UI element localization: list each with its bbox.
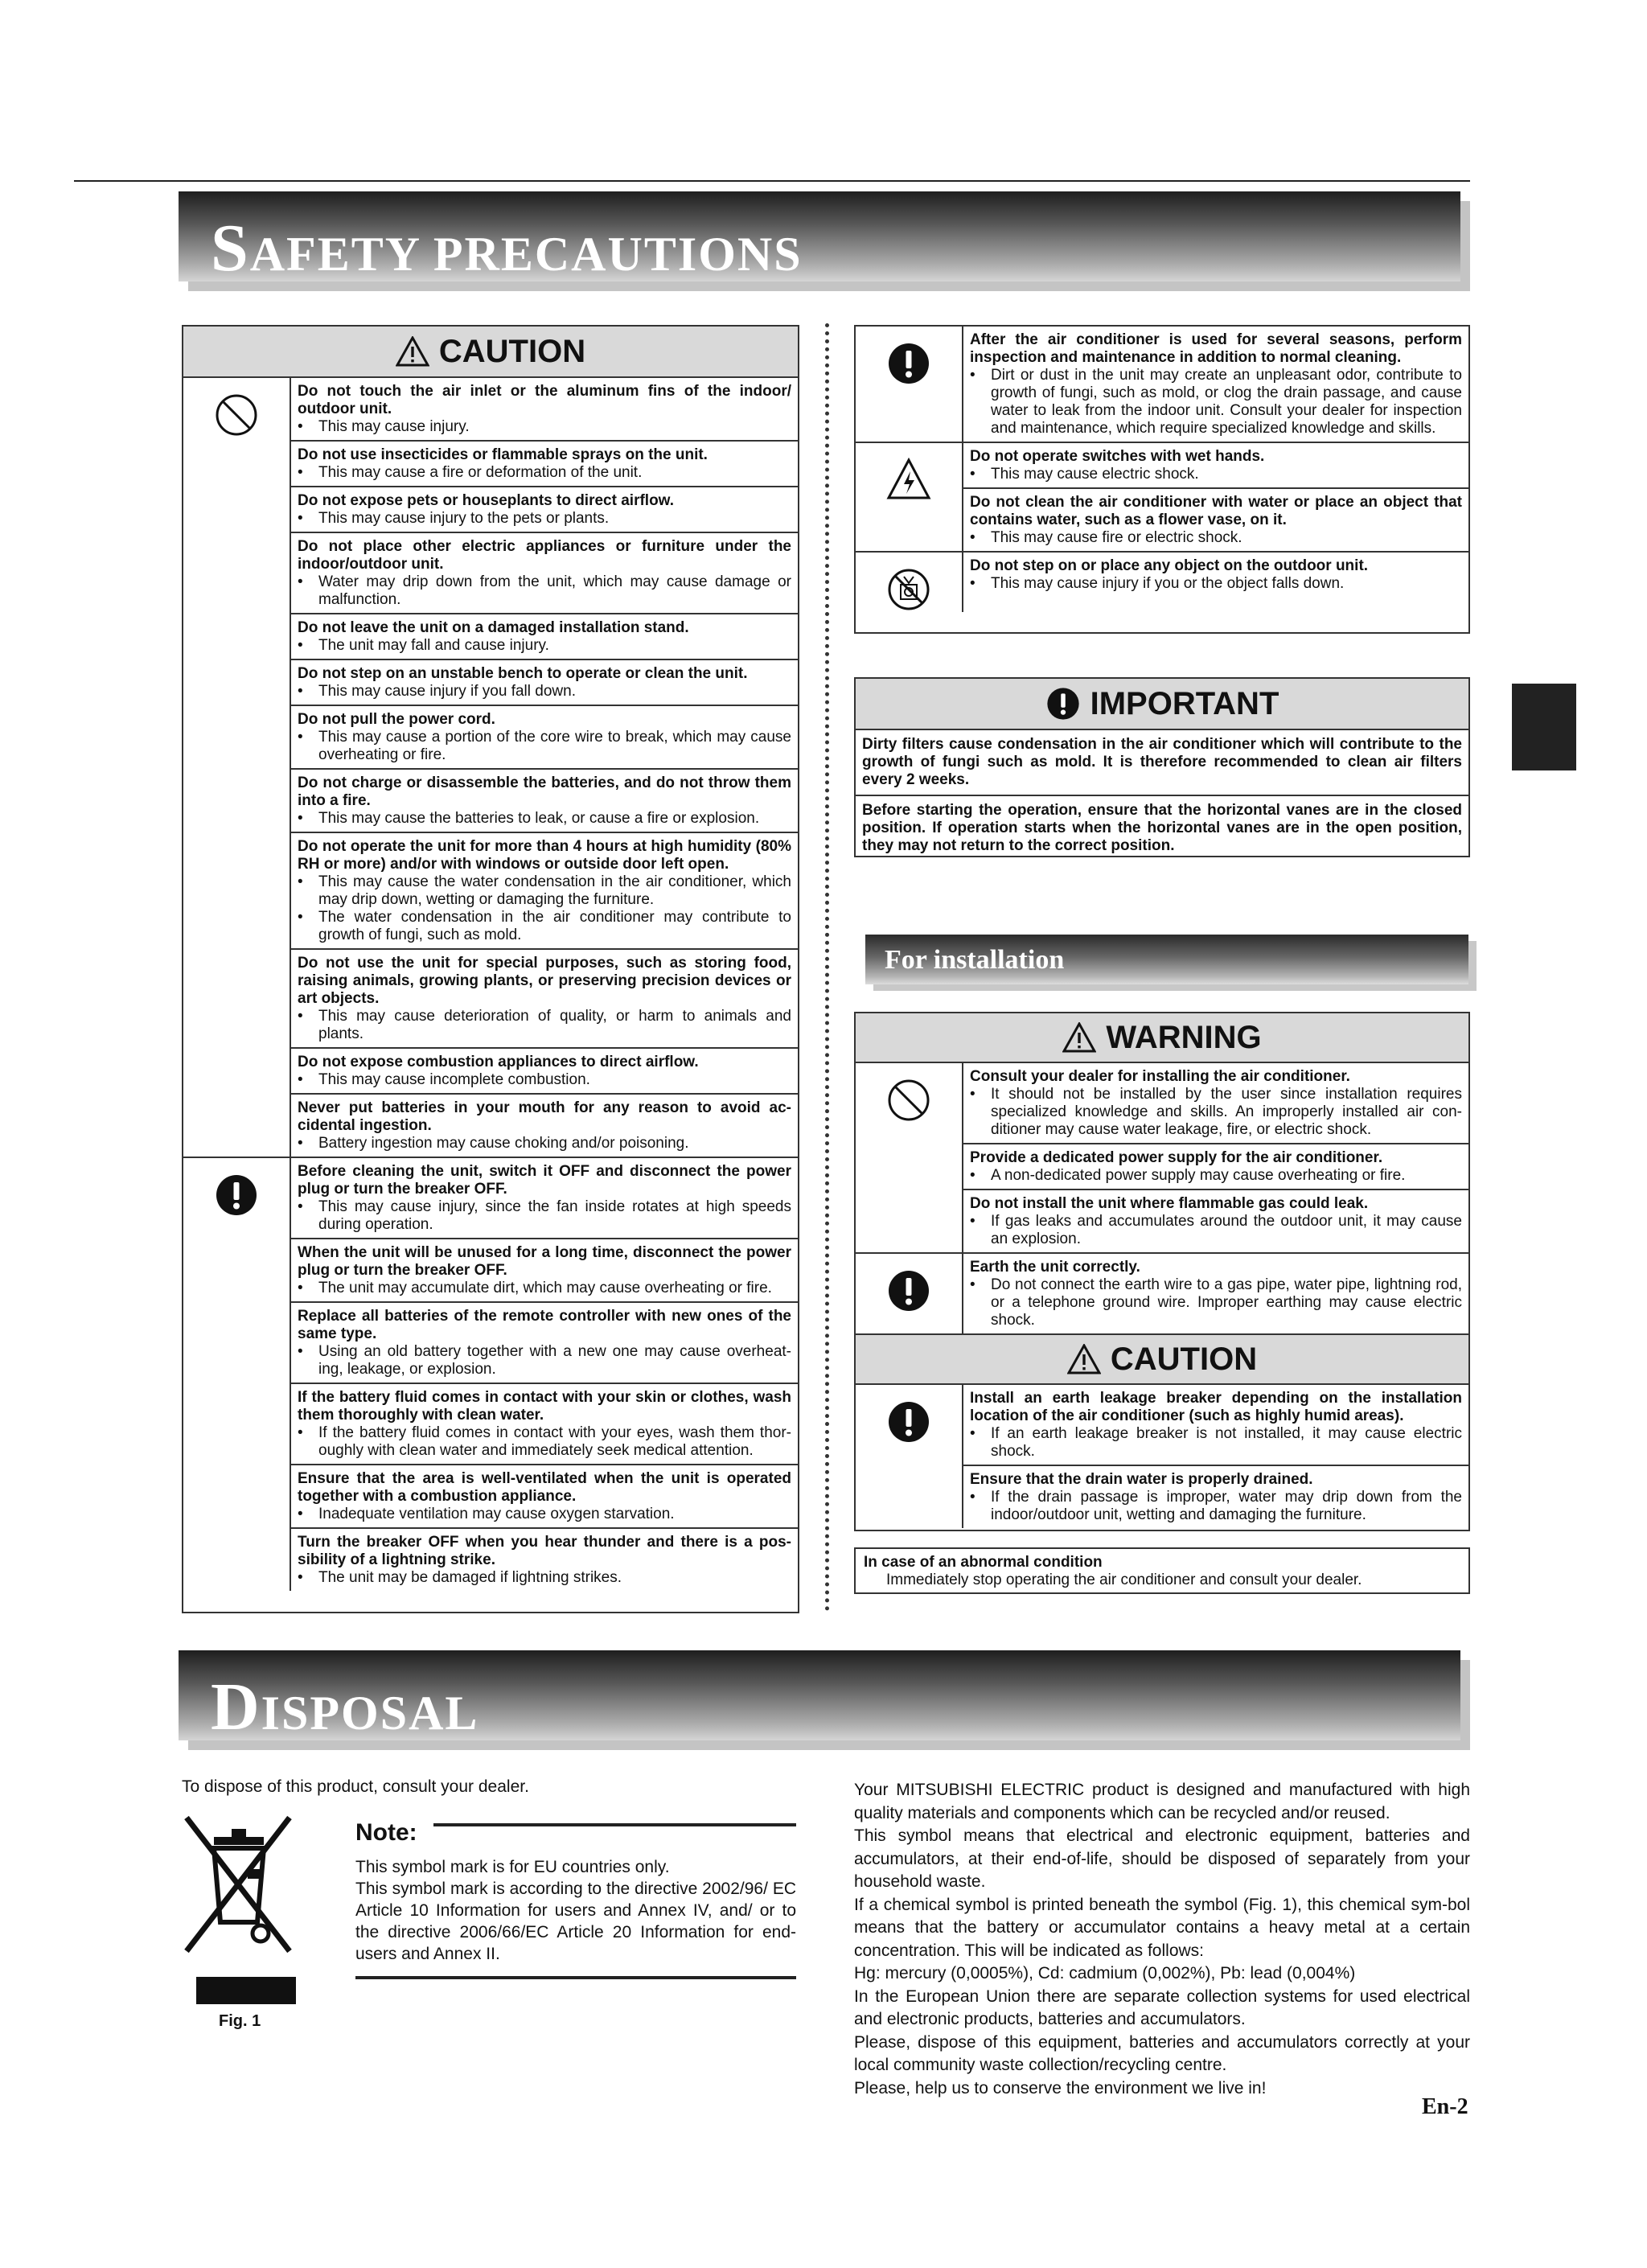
disposal-paragraph: Your MITSUBISHI ELECTRIC product is designed and manufactured with high quality materials and components which can be recycled and/or reused. [854,1781,1470,1822]
precaution-heading: When the unit will be unused for a long time, disconnect the power plug or turn the breaker OFF. [298,1244,791,1279]
prohibited-icon [214,392,259,438]
precaution-heading: Do not use the unit for special purposes, such as storing food, raising animals, growing plants, or preserving precision devices or art objects. [298,955,791,1007]
precaution-bullet: • If the drain passage is improper, water may drip down from the indoor/outdoor unit, wetting and damaging the furniture. [970,1489,1462,1524]
no-step-icon [886,567,931,612]
disposal-paragraph: Please, help us to conserve the environment we live in! [854,2078,1267,2097]
precaution-item [291,533,798,614]
precaution-heading: Do not expose combustion appliances to direct airflow. [298,1054,699,1070]
precaution-bullet: • This may cause injury to the pets or plants. [298,510,791,528]
precaution-item [291,442,798,487]
precaution-heading: Do not charge or disassemble the batteries, and do not throw them into a fire. [298,774,791,809]
precaution-bullet: • This may cause a portion of the core wire to break, which may cause overheating or fire. [298,729,791,764]
precaution-bullet: • The unit may fall and cause injury. [298,637,791,655]
precaution-heading: Do not expose pets or houseplants to direct airflow. [298,492,675,509]
precaution-bullet: • This may cause injury if you fall down. [298,683,791,701]
column-divider [825,323,829,1612]
caution2-header: CAUTION [856,1335,1468,1385]
precaution-heading: Do not step on an unstable bench to operate or clean the unit. [298,665,748,682]
section-title-disposal: DISPOSAL [211,1670,479,1744]
disposal-paragraph: Hg: mercury (0,0005%), Cd: cadmium (0,002%), Pb: lead (0,004%) [854,1964,1356,1982]
precaution-heading: Replace all batteries of the remote controller with new ones of the same type. [298,1308,791,1342]
caution-prohibited-group [183,378,798,1158]
disposal-banner [179,1642,1470,1755]
disposal-paragraph: This symbol means that electrical and electronic equipment, batteries and accumulators, at their end-of-life, should be disposed of separately from your household waste. [854,1826,1470,1891]
precaution-item [291,1158,798,1239]
note-line: This symbol mark is according to the directive 2002/96/ EC Article 10 Information for users and Annex IV, and/ or to the directive 2006/66/EC Article 20 Information for end-users and Annex II. [355,1880,796,1963]
precaution-heading: Do not operate the unit for more than 4 hours at high humidity (80% RH or more) and/or with windows or outside door left open. [298,838,791,873]
precaution-bullet: • This may cause incomplete combustion. [298,1071,791,1089]
precaution-item [963,1385,1468,1466]
inspection-group [856,327,1468,443]
precaution-heading: Do not touch the air inlet or the aluminum fins of the indoor/ outdoor unit. [298,383,791,417]
precaution-item [291,1239,798,1303]
precaution-item [291,1095,798,1157]
precaution-item [963,1063,1468,1144]
caution-box [182,325,799,1613]
precaution-bullet: • Water may drip down from the unit, which may cause damage or malfunction. [298,573,791,609]
precaution-item [963,489,1468,551]
precaution-heading: Do not clean the air conditioner with water or place an object that contains water, such as a flower vase, on it. [970,494,1462,528]
precaution-item [963,1466,1468,1528]
precaution-bullet: • This may cause injury. [298,418,791,436]
mandatory-action-icon [214,1173,259,1218]
precaution-heading: Do not use insecticides or flammable sprays on the unit. [298,446,708,463]
section-title-safety: SAFETY PRECAUTIONS [211,211,803,286]
important-icon [1045,686,1081,721]
mandatory-action-icon [886,1399,931,1444]
precaution-item [291,770,798,833]
precaution-item [291,487,798,533]
safety-banner [179,183,1470,296]
precaution-bullet: • This may cause electric shock. [970,466,1462,483]
precaution-bullet: • Using an old battery together with a new one may cause overheat-ing, leakage, or explosion. [298,1343,791,1378]
precaution-bullet: • This may cause the batteries to leak, or cause a fire or explosion. [298,810,791,828]
precaution-heading: Consult your dealer for installing the air conditioner. [970,1068,1350,1085]
warning-box [854,1012,1470,1531]
precaution-bullet: • This may cause injury, since the fan inside rotates at high speeds during operation. [298,1198,791,1234]
disposal-paragraph: If a chemical symbol is printed beneath the symbol (Fig. 1), this chemical sym-bol means that the battery or accumulator contains a heavy metal at a certain concentration. This will be indicated as follows: [854,1895,1470,1960]
precaution-bullet: • If an earth leakage breaker is not installed, it may cause electric shock. [970,1425,1462,1461]
precaution-bullet: • Battery ingestion may cause choking and/or poisoning. [298,1135,791,1152]
installation-subheader: For installation [865,935,1478,991]
precaution-item [291,1465,798,1529]
precaution-heading: Do not install the unit where flammable gas could leak. [970,1195,1369,1212]
page-number: En-2 [1422,2094,1468,2119]
caution-continued-box [854,325,1470,634]
crossed-bin-icon [182,1813,294,1959]
warning-prohibited-group [856,1063,1468,1254]
precaution-bullet: • The unit may accumulate dirt, which may cause overheating or fire. [298,1280,791,1297]
precaution-bullet: • This may cause the water condensation in the air conditioner, which may drip down, wetting or damaging the furniture. [298,873,791,909]
precaution-heading: Never put batteries in your mouth for any reason to avoid ac-cidental ingestion. [298,1099,791,1134]
precaution-heading: After the air conditioner is used for several seasons, perform inspection and maintenance in addition to normal cleaning. [970,331,1462,366]
precaution-item [291,1303,798,1384]
chemical-symbol-bar [196,1977,296,2004]
precaution-item [963,1190,1468,1252]
disposal-intro: To dispose of this product, consult your dealer. [182,1777,529,1796]
precaution-heading: Do not pull the power cord. [298,711,495,728]
precaution-item [963,443,1468,489]
precaution-bullet: • Dirt or dust in the unit may create an unpleasant odor, contribute to growth of fungi, such as mold, or clog the drain passage, and cause water to leak from the indoor unit. Consult your dealer for inspection and maintenance, which require specialized knowledge and skills. [970,367,1462,438]
precaution-heading: Ensure that the area is well-ventilated when the unit is operated together with a combustion appliance. [298,1470,791,1505]
precaution-bullet: • If the battery fluid comes in contact with your eyes, wash them thor-oughly with clean water and immediately seek medical attention. [298,1424,791,1460]
warning-mandatory-group [856,1254,1468,1335]
precaution-bullet: • This may cause injury if you or the object falls down. [970,575,1462,593]
precaution-bullet: • If gas leaks and accumulates around the outdoor unit, it may cause an explosion. [970,1213,1462,1248]
precaution-heading: Install an earth leakage breaker depending on the installation location of the air conditioner (such as highly humid areas). [970,1390,1462,1424]
precaution-bullet: • The water condensation in the air conditioner may contribute to growth of fungi, such as mold. [298,909,791,944]
page-tab-marker [1512,684,1576,770]
caution-header: CAUTION [183,327,798,378]
precaution-heading: Do not step on or place any object on the outdoor unit. [970,557,1369,574]
precaution-item [291,1529,798,1591]
precaution-bullet: • Inadequate ventilation may cause oxygen starvation. [298,1506,791,1523]
warning-header: WARNING [856,1013,1468,1063]
precaution-heading: Do not operate switches with wet hands. [970,448,1265,465]
no-step-group [856,553,1468,612]
abnormal-text: Immediately stop operating the air conditioner and consult your dealer. [886,1572,1362,1588]
precaution-heading: Provide a dedicated power supply for the air conditioner. [970,1149,1383,1166]
electric-shock-group [856,443,1468,553]
disposal-paragraph: Please, dispose of this equipment, batteries and accumulators correctly at your local community waste collection/recycling centre. [854,2032,1470,2074]
important-item: Before starting the operation, ensure that the horizontal vanes are in the closed position. If operation starts when the horizontal vanes are in the open position, they may not return to the correct position. [856,795,1468,861]
precaution-item [291,1384,798,1465]
abnormal-title: In case of an abnormal condition [864,1554,1103,1571]
warning-triangle-icon [396,336,429,367]
prohibited-icon [886,1078,931,1123]
disposal-paragraph: In the European Union there are separate collection systems for used electrical and electronic products, batteries and accumulators. [854,1987,1470,2028]
note-block [355,1819,796,1979]
precaution-item [291,706,798,770]
precaution-bullet: • A non-dedicated power supply may cause overheating or fire. [970,1167,1462,1185]
precaution-heading: Earth the unit correctly. [970,1259,1140,1276]
precaution-item [963,327,1468,442]
precaution-item [963,1254,1468,1333]
caution-mandatory-group [183,1158,798,1591]
precaution-item [963,553,1468,597]
precaution-heading: Turn the breaker OFF when you hear thunder and there is a pos-sibility of a lightning strike. [298,1534,791,1568]
precaution-item [291,378,798,442]
precaution-heading: Before cleaning the unit, switch it OFF and disconnect the power plug or turn the breaker OFF. [298,1163,791,1198]
precaution-heading: Do not leave the unit on a damaged installation stand. [298,619,689,636]
abnormal-condition-box [854,1547,1470,1594]
important-header: IMPORTANT [856,679,1468,730]
top-rule [74,180,1470,182]
precaution-item [291,614,798,660]
important-box [854,677,1470,857]
disposal-right-text [854,1779,1470,2100]
precaution-item [291,950,798,1049]
precaution-item [291,833,798,950]
precaution-heading: Ensure that the drain water is properly drained. [970,1471,1313,1488]
important-item: Dirty filters cause condensation in the air conditioner which will contribute to the growth of fungi such as mold. It is therefore recommended to clean air filters every 2 weeks. [862,736,1462,788]
caution2-mandatory-group [856,1385,1468,1528]
mandatory-action-icon [886,341,931,386]
note-title: Note: [355,1819,417,1846]
precaution-bullet: • It should not be installed by the user since installation requires specialized knowledge and skills. An improperly installed air con-ditioner may cause water leakage, fire, or electric shock. [970,1086,1462,1139]
precaution-bullet: • The unit may be damaged if lightning strikes. [298,1569,791,1587]
precaution-item [291,660,798,706]
precaution-bullet: • This may cause a fire or deformation of the unit. [298,464,791,482]
precaution-item [963,1144,1468,1190]
warning-triangle-icon [1062,1022,1096,1053]
precaution-bullet: • This may cause deterioration of quality, or harm to animals and plants. [298,1008,791,1043]
warning-triangle-icon [1067,1344,1101,1374]
mandatory-action-icon [886,1268,931,1313]
precaution-heading: Do not place other electric appliances or furniture under the indoor/outdoor unit. [298,538,791,573]
note-line: This symbol mark is for EU countries only. [355,1858,670,1876]
precaution-bullet: • Do not connect the earth wire to a gas pipe, water pipe, lightning rod, or a telephone ground wire. Improper earthing may cause electric shock. [970,1276,1462,1329]
figure-label: Fig. 1 [219,2012,261,2030]
precaution-heading: If the battery fluid comes in contact with your skin or clothes, wash them thoroughly with clean water. [298,1389,791,1424]
precaution-item [291,1049,798,1095]
electric-shock-icon [886,458,931,501]
precaution-bullet: • This may cause fire or electric shock. [970,529,1462,547]
